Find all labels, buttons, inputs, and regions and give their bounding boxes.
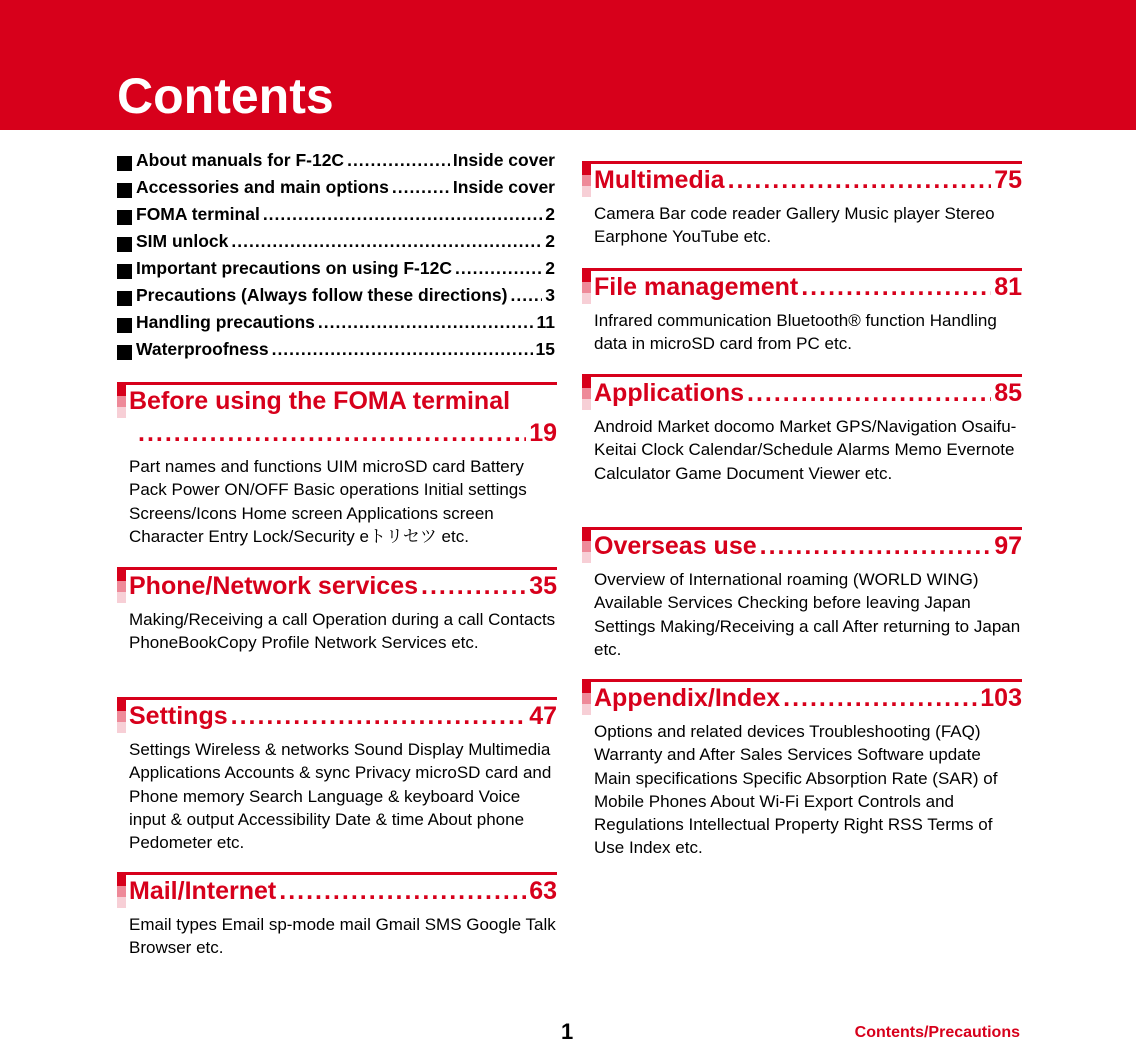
section-marker-icon: [117, 570, 126, 603]
toc-section: [117, 697, 557, 854]
section-page: 85: [994, 379, 1022, 407]
toc-entry-label: Handling precautions: [136, 312, 315, 332]
leader-dots: [231, 231, 542, 252]
section-title: Overseas use: [594, 532, 757, 560]
square-bullet-icon: [117, 291, 132, 306]
leader-dots: [272, 339, 533, 360]
square-bullet-icon: [117, 264, 132, 279]
toc-entry-label: Precautions (Always follow these directions): [136, 285, 508, 305]
toc-entry-page: 11: [536, 312, 555, 332]
section-topics: Part names and functions UIM microSD card Battery Pack Power ON/OFF Basic operations Initial settings Screens/Icons Home screen Applications screen Character Entry Lock/Security eトリセツ etc.: [129, 457, 527, 546]
toc-entry[interactable]: [117, 150, 555, 177]
section-marker-icon: [117, 700, 126, 733]
section-page: 19: [529, 419, 557, 447]
leader-dots: [760, 530, 992, 562]
toc-entry-page: 2: [545, 258, 555, 278]
section-marker-icon: [582, 377, 591, 410]
toc-entry-page: 2: [545, 231, 555, 251]
leader-dots: [263, 204, 542, 225]
square-bullet-icon: [117, 345, 132, 360]
section-title-link[interactable]: [594, 530, 1022, 562]
square-bullet-icon: [117, 210, 132, 225]
leader-dots: [279, 875, 526, 907]
square-bullet-icon: [117, 237, 132, 252]
section-topics: Settings Wireless & networks Sound Display Multimedia Applications Accounts & sync Privacy microSD card and Phone memory Search Language & keyboard Voice input & output Accessibility Date & time About phone Pedometer etc.: [129, 740, 552, 853]
leader-dots: [392, 177, 450, 198]
section-marker-icon: [582, 530, 591, 563]
toc-section: [582, 374, 1022, 485]
toc-entry-label: FOMA terminal: [136, 204, 260, 224]
toc-entry[interactable]: [117, 258, 555, 285]
square-bullet-icon: [117, 318, 132, 333]
section-title: Settings: [129, 702, 228, 730]
section-topics: Overview of International roaming (WORLD WING) Available Services Checking before leaving Japan Settings Making/Receiving a call After returning to Japan etc.: [594, 570, 1021, 659]
leader-dots: [318, 312, 534, 333]
section-title-link[interactable]: [129, 570, 557, 602]
section-page: 97: [994, 532, 1022, 560]
section-title-link[interactable]: [129, 875, 557, 907]
square-bullet-icon: [117, 156, 132, 171]
section-page: 103: [980, 684, 1022, 712]
page-header: [0, 0, 1136, 130]
toc-entry[interactable]: [117, 339, 555, 366]
toc-section: [582, 679, 1022, 860]
section-marker-icon: [582, 164, 591, 197]
section-title: Applications: [594, 379, 745, 407]
footer-section-label: Contents/Precautions: [854, 1024, 1020, 1041]
leader-dots: [231, 700, 527, 732]
toc-section: [117, 872, 557, 960]
section-title: Mail/Internet: [129, 877, 277, 905]
section-marker-icon: [117, 385, 126, 418]
section-topics: Email types Email sp-mode mail Gmail SMS Google Talk Browser etc.: [129, 915, 556, 958]
toc-entry[interactable]: [117, 312, 555, 339]
section-marker-icon: [582, 271, 591, 304]
section-title: Before using the FOMA terminal: [129, 387, 511, 415]
precautions-list: [117, 150, 555, 366]
leader-dots: [747, 377, 991, 409]
leader-dots: [421, 570, 526, 602]
leader-dots: [783, 682, 977, 714]
toc-entry-label: Waterproofness: [136, 339, 269, 359]
toc-entry[interactable]: [117, 285, 555, 312]
section-topics: Camera Bar code reader Gallery Music player Stereo Earphone YouTube etc.: [594, 204, 995, 247]
section-title-link[interactable]: [594, 682, 1022, 714]
toc-entry-page: 2: [545, 204, 555, 224]
section-topics: Making/Receiving a call Operation during a call Contacts PhoneBookCopy Profile Network Services etc.: [129, 610, 556, 653]
toc-entry-page: 15: [535, 339, 555, 359]
toc-entry-page: Inside cover: [452, 150, 555, 170]
section-topics: Options and related devices Troubleshooting (FAQ) Warranty and After Sales Services Software update Main specifications Specific Absorption Rate (SAR) of Mobile Phones About Wi-Fi Export Controls and Regulations Intellectual Property Right RSS Terms of Use Index etc.: [594, 722, 998, 858]
section-title-link[interactable]: [129, 700, 557, 732]
page-title: Contents: [117, 68, 334, 124]
toc-entry-label: SIM unlock: [136, 231, 229, 251]
section-topics: Android Market docomo Market GPS/Navigation Osaifu-Keitai Clock Calendar/Schedule Alarms Memo Evernote Calculator Game Document Viewer etc.: [594, 417, 1017, 483]
toc-entry[interactable]: [117, 231, 555, 258]
leader-dots: [455, 258, 542, 279]
toc-section: [117, 382, 557, 548]
leader-dots: [728, 164, 992, 196]
section-title: Appendix/Index: [594, 684, 781, 712]
toc-entry[interactable]: [117, 204, 555, 231]
section-title-link[interactable]: [594, 377, 1022, 409]
section-title-link[interactable]: [129, 385, 557, 449]
section-page: 47: [529, 702, 557, 730]
toc-entry-label: Important precautions on using F-12C: [136, 258, 452, 278]
section-page: 63: [529, 877, 557, 905]
section-title-link[interactable]: [594, 271, 1022, 303]
toc-entry-label: Accessories and main options: [136, 177, 389, 197]
leader-dots: [510, 285, 542, 306]
page-number: 1: [561, 1019, 574, 1044]
toc-entry-label: About manuals for F-12C: [136, 150, 345, 170]
toc-section: [582, 161, 1022, 249]
toc-section: [117, 567, 557, 655]
section-title-link[interactable]: [594, 164, 1022, 196]
leader-dots: [347, 150, 450, 171]
toc-section: [582, 527, 1022, 661]
section-marker-icon: [582, 682, 591, 715]
leader-dots: [138, 417, 526, 449]
square-bullet-icon: [117, 183, 132, 198]
section-page: 75: [994, 166, 1022, 194]
toc-section: [582, 268, 1022, 356]
toc-entry[interactable]: [117, 177, 555, 204]
section-page: 81: [994, 273, 1022, 301]
toc-entry-page: 3: [545, 285, 555, 305]
section-title: File management: [594, 273, 799, 301]
leader-dots: [801, 271, 991, 303]
section-topics: Infrared communication Bluetooth® function Handling data in microSD card from PC etc.: [594, 311, 997, 354]
section-title: Phone/Network services: [129, 572, 419, 600]
section-marker-icon: [117, 875, 126, 908]
toc-entry-page: Inside cover: [452, 177, 555, 197]
section-page: 35: [529, 572, 557, 600]
section-title: Multimedia: [594, 166, 725, 194]
